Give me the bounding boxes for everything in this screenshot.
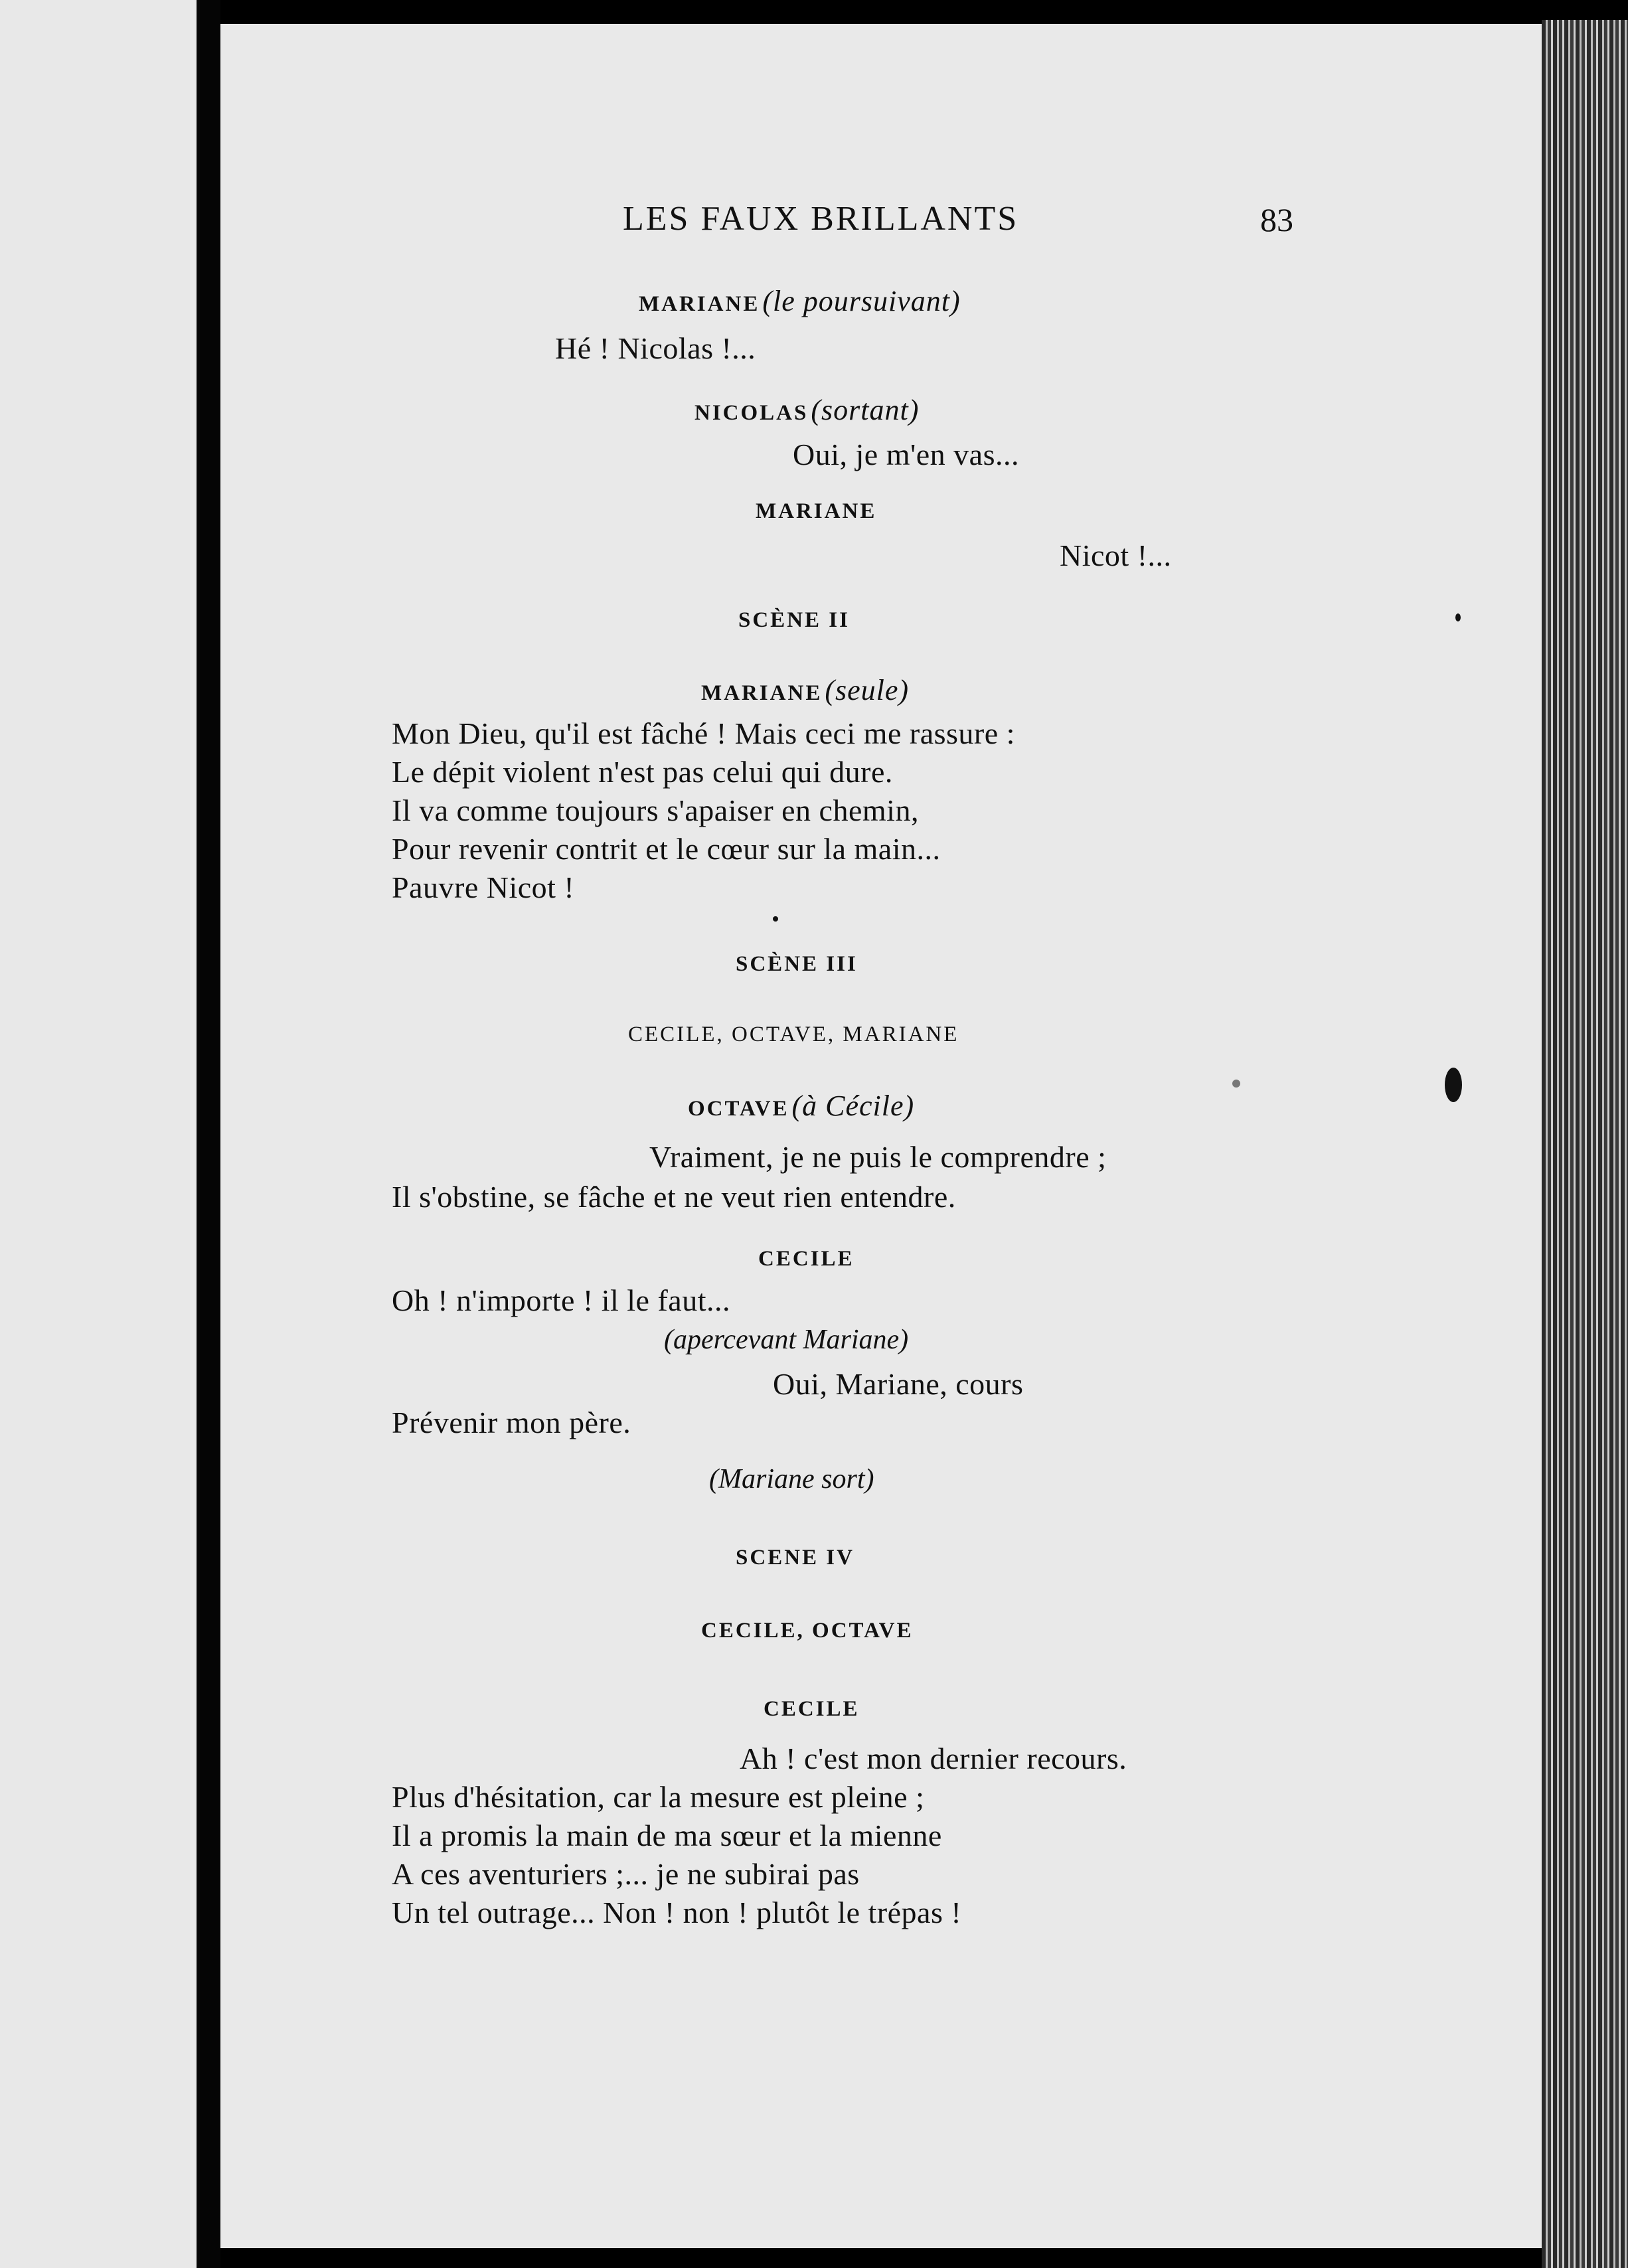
verse-line: Vraiment, je ne puis le comprendre ; <box>649 1140 1107 1174</box>
speaker-name: MARIANE <box>639 292 760 316</box>
speaker-name: NICOLAS <box>694 401 809 425</box>
facing-page-edge <box>0 0 197 2268</box>
verse-line: Il a promis la main de ma sœur et la mienne <box>392 1819 942 1852</box>
scene-heading: SCENE IV <box>736 1546 855 1570</box>
verse-line: Hé ! Nicolas !... <box>555 331 756 365</box>
stage-direction: (Mariane sort) <box>709 1464 874 1495</box>
verse-line: Il s'obstine, se fâche et ne veut rien entendre. <box>392 1180 956 1214</box>
ink-speck <box>1455 613 1461 621</box>
speaker-name: MARIANE <box>701 681 823 705</box>
speaker-line <box>701 673 909 707</box>
scene-heading: SCÈNE III <box>736 952 858 976</box>
speaker-name: OCTAVE <box>688 1097 789 1121</box>
speaker-name: CECILE <box>764 1697 860 1721</box>
scene-heading: SCÈNE II <box>738 608 850 632</box>
verse-line: Pour revenir contrit et le cœur sur la main... <box>392 832 941 866</box>
character-list: CECILE, OCTAVE <box>701 1619 914 1643</box>
speaker-name: MARIANE <box>756 499 877 523</box>
verse-line: Mon Dieu, qu'il est fâché ! Mais ceci me rassure : <box>392 716 1015 750</box>
verse-line: Nicot !... <box>1060 538 1172 572</box>
verse-line: Prévenir mon père. <box>392 1406 631 1439</box>
verse-line: Plus d'hésitation, car la mesure est pleine ; <box>392 1780 925 1814</box>
verse-line: Il va comme toujours s'apaiser en chemin, <box>392 793 919 827</box>
stage-direction: (à Cécile) <box>791 1090 915 1122</box>
page-number: 83 <box>1260 201 1293 238</box>
verse-line: Pauvre Nicot ! <box>392 870 575 904</box>
running-title: LES FAUX BRILLANTS <box>623 200 1019 238</box>
stage-direction: (sortant) <box>811 394 920 426</box>
page-stack-edge <box>1542 20 1628 2268</box>
book-gutter <box>197 0 220 2268</box>
verse-line: Le dépit violent n'est pas celui qui dure. <box>392 755 893 789</box>
verse-line: Ah ! c'est mon dernier recours. <box>740 1742 1127 1775</box>
verse-line: Oui, Mariane, cours <box>773 1367 1024 1401</box>
speaker-line <box>639 284 961 318</box>
ink-speck <box>1232 1080 1240 1088</box>
verse-line: Oh ! n'importe ! il le faut... <box>392 1283 730 1317</box>
speaker-line <box>694 393 919 427</box>
stage-direction: (seule) <box>825 674 910 706</box>
speaker-line <box>688 1089 914 1123</box>
stage-direction: (le poursuivant) <box>762 285 961 317</box>
stage-direction: (apercevant Mariane) <box>664 1325 909 1355</box>
ink-speck <box>773 916 778 922</box>
verse-line: Un tel outrage... Non ! non ! plutôt le trépas ! <box>392 1896 962 1929</box>
speaker-name: CECILE <box>758 1247 855 1271</box>
verse-line: A ces aventuriers ;... je ne subirai pas <box>392 1857 860 1891</box>
character-list: CECILE, OCTAVE, MARIANE <box>628 1022 959 1046</box>
verse-line: Oui, je m'en vas... <box>793 438 1020 471</box>
ink-blot <box>1445 1068 1462 1102</box>
